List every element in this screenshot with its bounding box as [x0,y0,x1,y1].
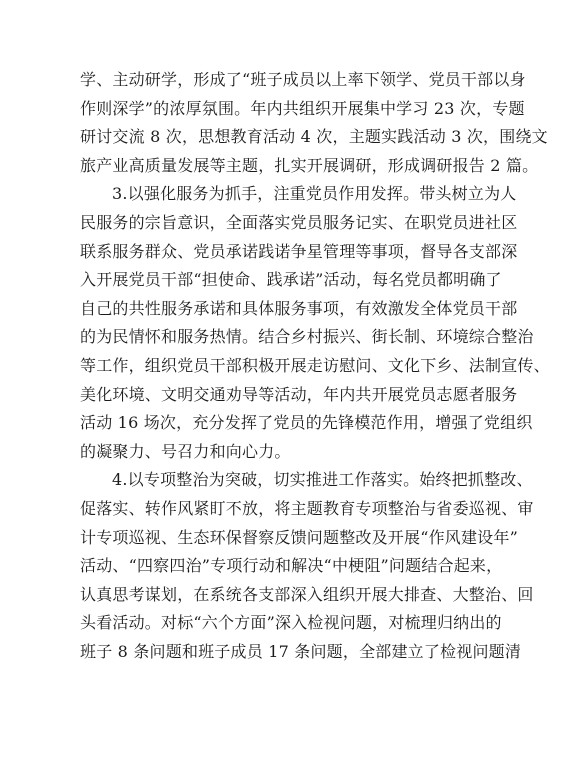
text-line: 研讨交流 8 次，思想教育活动 4 次，主题实践活动 3 次，围绕文 [80,127,548,147]
text-line: 等工作，组织党员干部积极开展走访慰问、文化下乡、法制宣传、 [80,355,550,375]
text-line: 3.以强化服务为抓手，注重党员作用发挥。带头树立为人 [112,184,517,204]
text-line: 自己的共性服务承诺和具体服务事项，有效激发全体党员干部 [80,298,518,318]
text-line: 作则深学”的浓厚氛围。年内共组织开展集中学习 23 次，专题 [80,98,525,118]
text-line: 的凝聚力、号召力和向心力。 [80,441,291,461]
text-line: 活动 16 场次，充分发挥了党员的先锋模范作用，增强了党组织 [80,413,533,433]
paragraph-2 [80,180,550,466]
text-line: 班子 8 条问题和班子成员 17 条问题，全部建立了检视问题清 [80,641,522,661]
text-line: 的为民情怀和服务热情。结合乡村振兴、街长制、环境综合整治 [80,327,534,347]
text-line: 民服务的宗旨意识，全面落实党员服务记实、在职党员进社区 [80,212,518,232]
document-body [80,66,550,666]
text-line: 活动、“四察四治”专项行动和解决“中梗阻”问题结合起来， [80,556,503,576]
text-line: 入开展党员干部“担使命、践承诺”活动，每名党员都明确了 [80,270,502,290]
text-line: 美化环境、文明交通劝导等活动，年内共开展党员志愿者服务 [80,384,518,404]
text-line: 促落实、转作风紧盯不放，将主题教育专项整治与省委巡视、审 [80,498,534,518]
text-line: 联系服务群众、党员承诺践诺争星管理等事项，督导各支部深 [80,241,518,261]
text-line: 旅产业高质量发展等主题，扎实开展调研，形成调研报告 2 篇。 [80,155,539,175]
text-line: 学、主动研学，形成了“班子成员以上率下领学、党员干部以身 [80,70,526,89]
text-line: 头看活动。对标“六个方面”深入检视问题，对梳理归纳出的 [80,613,502,633]
text-line: 认真思考谋划，在系统各支部深入组织开展大排查、大整治、回 [80,584,534,604]
text-line: 4.以专项整治为突破，切实推进工作落实。始终把抓整改、 [112,470,533,490]
paragraph-3 [80,466,534,666]
text-line: 计专项巡视、生态环保督察反馈问题整改及开展“作风建设年” [80,527,518,547]
paragraph-1 [80,66,548,180]
